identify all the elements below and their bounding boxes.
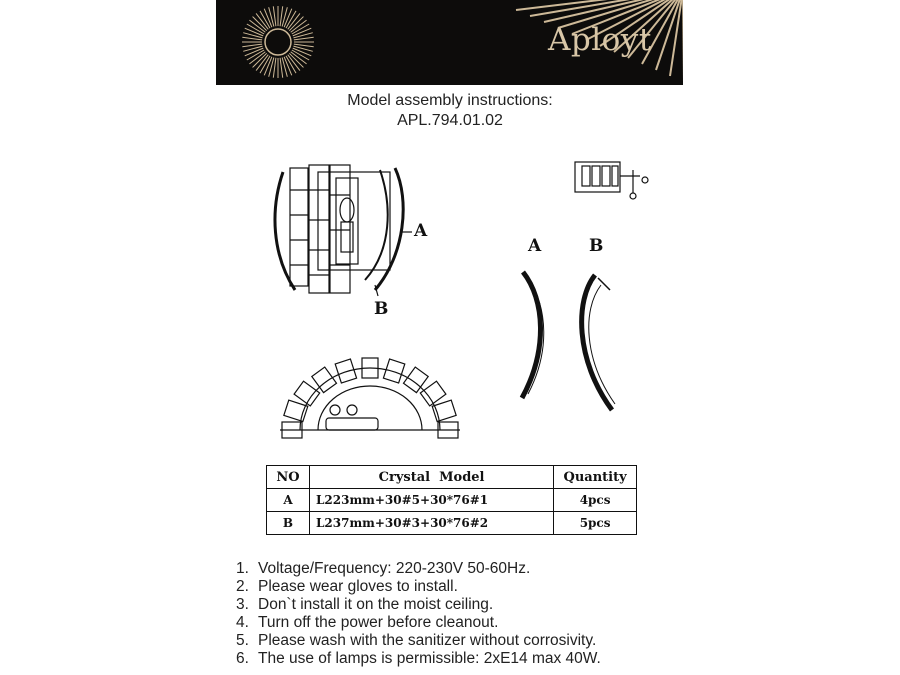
model-code: APL.794.01.02	[397, 112, 503, 129]
table-cell-no: B	[267, 512, 310, 535]
column-header: NO	[267, 466, 310, 489]
table-cell-model: L223mm+30#5+30*76#1	[309, 489, 553, 512]
list-item: 3. Don`t install it on the moist ceiling.	[236, 596, 494, 613]
table-row	[267, 489, 637, 512]
lamp-front-view	[275, 165, 412, 296]
table-header-row	[267, 466, 637, 489]
label-front-b: B	[374, 299, 389, 319]
lamp-top-view	[280, 358, 460, 438]
page-title: Model assembly instructions:	[347, 92, 553, 109]
table-cell-quantity: 4pcs	[554, 489, 637, 512]
list-item: 1. Voltage/Frequency: 220-230V 50-60Hz.	[236, 560, 531, 577]
brand-name: Aployt	[548, 22, 652, 58]
crystal-arm-a	[522, 272, 544, 398]
list-item: 6. The use of lamps is permissible: 2xE14 max 40W.	[236, 650, 601, 667]
label-part-b: B	[589, 236, 604, 256]
list-item: 4. Turn off the power before cleanout.	[236, 614, 499, 631]
list-item: 2. Please wear gloves to install.	[236, 578, 458, 595]
label-part-a: A	[528, 236, 542, 256]
label-front-a: A	[414, 221, 428, 241]
crystal-table	[266, 465, 637, 535]
table-cell-no: A	[267, 489, 310, 512]
column-header: Crystal Model	[309, 466, 553, 489]
list-item: 5. Please wash with the sanitizer without corrosivity.	[236, 632, 597, 649]
table-cell-quantity: 5pcs	[554, 512, 637, 535]
instruction-list	[236, 560, 601, 668]
table-cell-model: L237mm+30#3+30*76#2	[309, 512, 553, 535]
table-row	[267, 512, 637, 535]
mounting-plate	[575, 162, 648, 199]
column-header: Quantity	[554, 466, 637, 489]
crystal-arm-b	[582, 275, 615, 410]
